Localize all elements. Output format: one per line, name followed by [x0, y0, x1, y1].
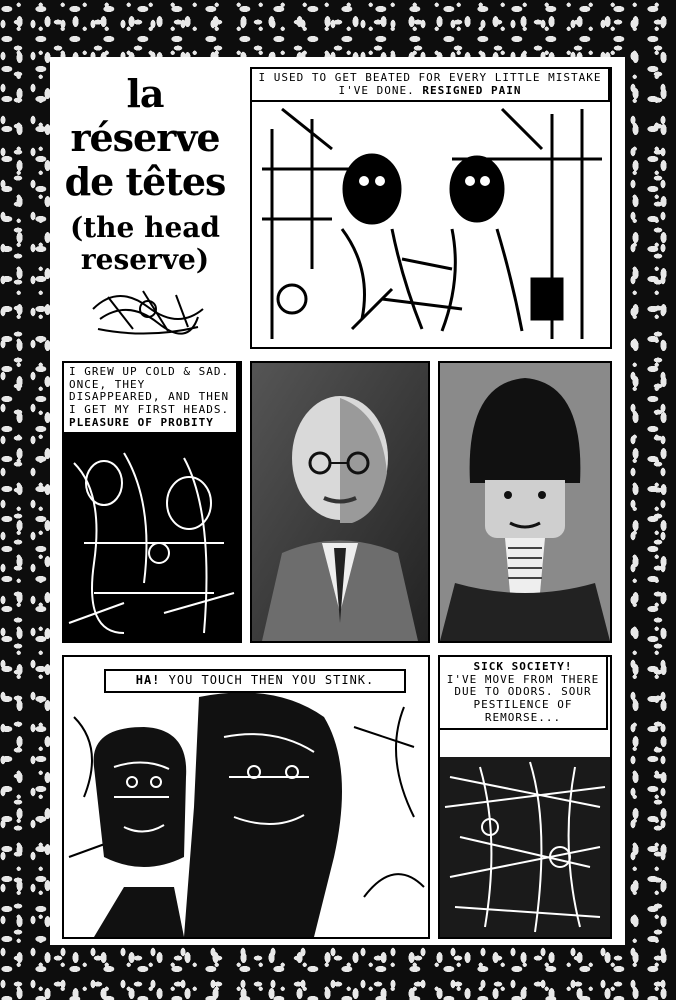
panel-4-art: [440, 363, 610, 641]
panel-2-caption-text: I GREW UP COLD & SAD. ONCE, THEY DISAPPEARED, AND THEN I GET MY FIRST HEADS.: [69, 365, 230, 416]
title-line-3: de têtes: [64, 159, 226, 204]
panel-5-caption-text: YOU TOUCH THEN YOU STINK.: [168, 673, 375, 687]
title-ornament: [88, 279, 208, 339]
subtitle-line-2: reserve): [80, 243, 210, 276]
panel-3-art: [252, 363, 428, 641]
panel-2: [62, 361, 242, 643]
panel-1: [250, 67, 612, 349]
panel-3: [250, 361, 430, 643]
panel-5-art: [64, 657, 428, 937]
panel-2-caption-bold: PLEASURE OF PROBITY: [69, 415, 214, 429]
panel-5: [62, 655, 430, 939]
panel-1-art: [252, 69, 610, 347]
panel-2-caption: [62, 361, 238, 434]
title-line-1: la: [126, 71, 164, 116]
panel-6-caption-text: I'VE MOVE FROM THERE DUE TO ODORS. SOUR PESTILENCE OF REMORSE...: [446, 672, 600, 724]
panel-6: [438, 655, 612, 939]
panel-1-caption: [250, 67, 610, 102]
title-line-2: réserve: [70, 115, 220, 160]
panel-1-caption-text: I USED TO GET BEATED FOR EVERY LITTLE MISTAKE I'VE DONE.: [258, 71, 602, 97]
panel-4: [438, 361, 612, 643]
panel-5-caption-bold: HA!: [135, 673, 161, 687]
panel-6-caption-bold: SICK SOCIETY!: [473, 660, 573, 673]
title-block: [50, 72, 240, 276]
subtitle-line-1: (the head: [70, 211, 220, 244]
panel-6-caption: [438, 655, 608, 730]
panel-1-caption-bold: RESIGNED PAIN: [422, 83, 522, 97]
comic-page: [50, 57, 625, 945]
panel-5-caption: [104, 669, 406, 693]
